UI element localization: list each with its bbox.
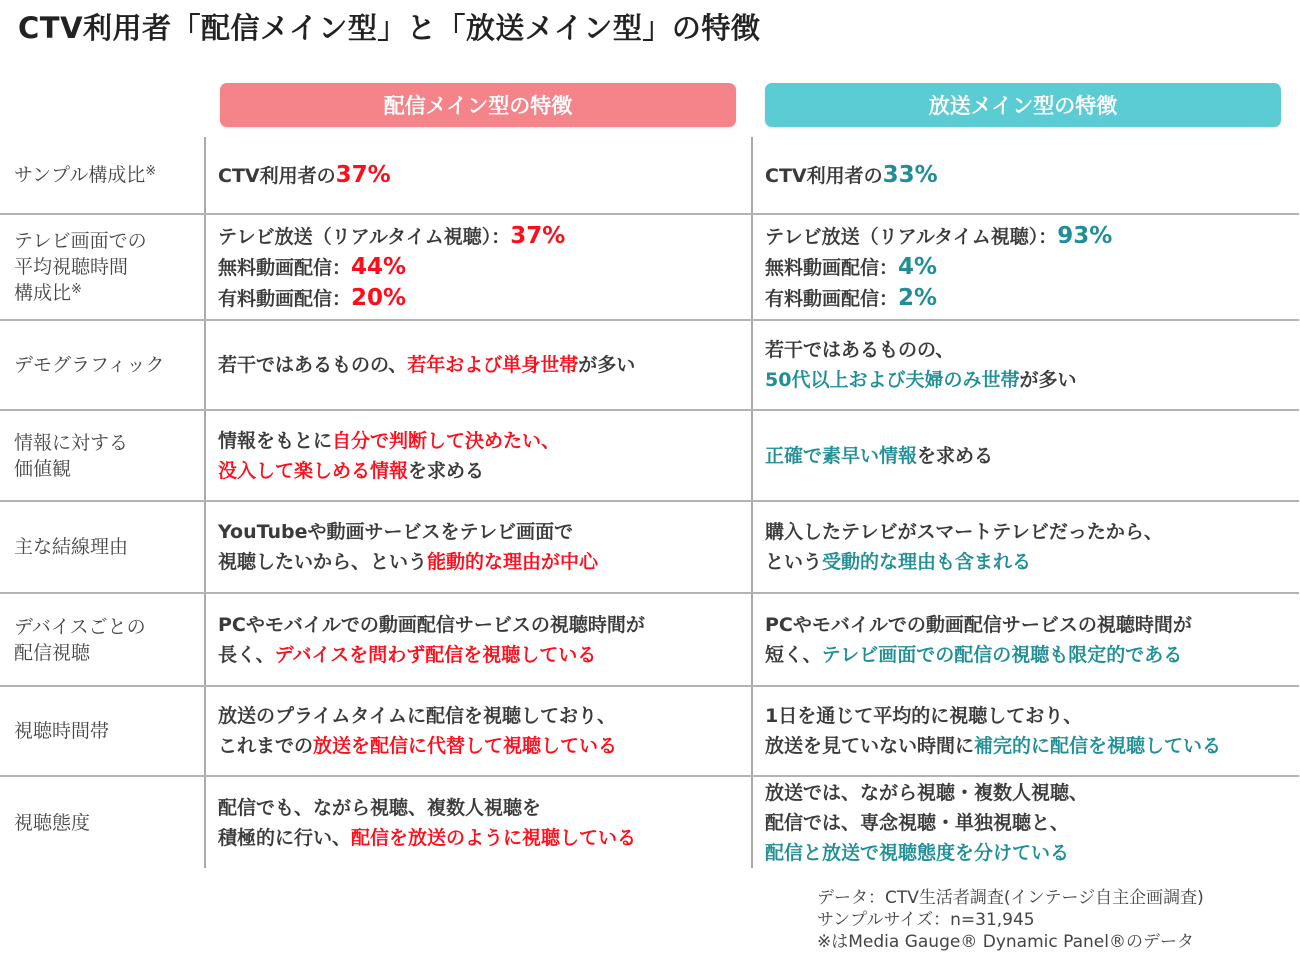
- row-reason: [0, 502, 1300, 592]
- broadcast-column-header: 放送メイン型の特徴: [765, 83, 1281, 127]
- broadcast-cell: 1日を通じて平均的に視聴しており、 放送を見ていない時間に補完的に配信を視聴している: [765, 705, 1222, 757]
- row-demographic: [0, 321, 1300, 409]
- row-label: 主な結線理由: [14, 536, 129, 558]
- stream-cell: テレビ放送（リアルタイム視聴）：37% 無料動画配信：44% 有料動画配信：20%: [218, 222, 566, 311]
- row-label: 視聴時間帯: [14, 720, 110, 742]
- stream-cell: 若干ではあるものの、若年および単身世帯が多い: [218, 354, 636, 376]
- row-time-share: [0, 215, 1300, 319]
- stream-column-header: 配信メイン型の特徴: [220, 83, 736, 127]
- stream-share-value: 37%: [335, 161, 391, 188]
- row-sample: [0, 137, 1300, 213]
- broadcast-cell: 放送では、ながら視聴・複数人視聴、 配信では、専念視聴・単独視聴と、 配信と放送で視聴態度を分けている: [765, 781, 1089, 864]
- row-label: テレビ画面での 平均視聴時間 構成比※: [14, 230, 147, 304]
- row-label: 視聴態度: [14, 811, 91, 834]
- row-device: [0, 594, 1300, 685]
- row-label: サンプル構成比※: [14, 164, 157, 186]
- broadcast-cell: 若干ではあるものの、 50代以上および夫婦のみ世帯が多い: [765, 339, 1077, 391]
- broadcast-cell: PCやモバイルでの動画配信サービスの視聴時間が 短く、テレビ画面での配信の視聴も限定的である: [765, 613, 1192, 666]
- note-mark: ※: [71, 282, 82, 297]
- broadcast-cell: CTV利用者の33%: [765, 161, 938, 188]
- stream-cell: PCやモバイルでの動画配信サービスの視聴時間が 長く、デバイスを問わず配信を視聴している: [218, 613, 645, 666]
- row-attitude: [0, 777, 1300, 868]
- stream-cell: YouTubeや動画サービスをテレビ画面で 視聴したいから、という能動的な理由が中心: [218, 521, 599, 573]
- broadcast-cell: テレビ放送（リアルタイム視聴）：93% 無料動画配信：4% 有料動画配信：2%: [765, 222, 1113, 311]
- stream-cell: 配信でも、ながら視聴、複数人視聴を 積極的に行い、配信を放送のように視聴している: [218, 796, 637, 849]
- row-timeslot: [0, 687, 1300, 775]
- row-label: デモグラフィック: [14, 354, 165, 376]
- row-info-values: [0, 411, 1300, 500]
- broadcast-share-value: 33%: [882, 161, 938, 188]
- row-label: デバイスごとの 配信視聴: [14, 615, 146, 664]
- source-note: データ：CTV生活者調査(インテージ自主企画調査) サンプルサイズ：n=31,945 ※はMedia Gauge® Dynamic Panel®のデータ: [817, 888, 1204, 952]
- note-mark: ※: [145, 164, 157, 179]
- stream-cell: 情報をもとに自分で判断して決めたい、 没入して楽しめる情報を求める: [218, 429, 561, 482]
- stream-cell: 放送のプライムタイムに配信を視聴しており、 これまでの放送を配信に代替して視聴している: [218, 705, 618, 757]
- row-label: 情報に対する 価値観: [14, 431, 129, 480]
- broadcast-cell: 購入したテレビがスマートテレビだったから、 という受動的な理由も含まれる: [765, 521, 1163, 573]
- page-title: CTV利用者「配信メイン型」と「放送メイン型」の特徴: [18, 11, 761, 45]
- stream-cell: CTV利用者の37%: [218, 161, 391, 188]
- broadcast-cell: 正確で素早い情報を求める: [765, 444, 994, 467]
